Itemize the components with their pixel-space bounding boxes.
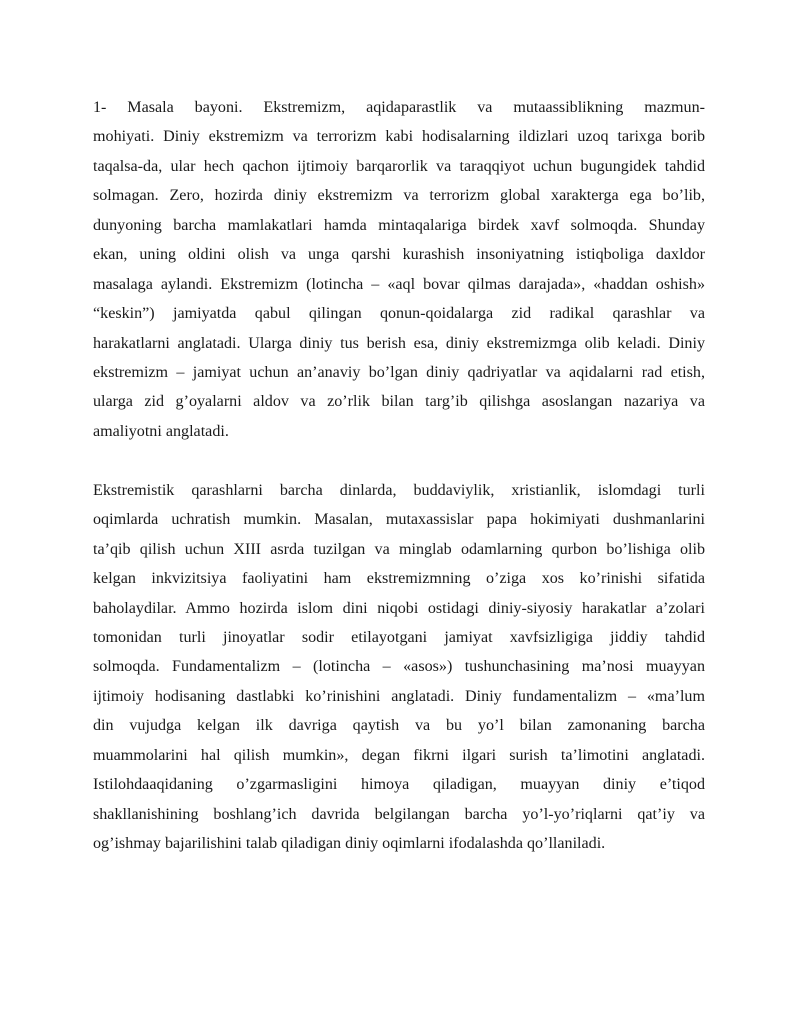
text-line: kelgan inkvizitsiya faoliyatini ham ekstremizmning o’ziga xos ko’rinishi sifatida [93, 570, 705, 588]
text-line: masalaga aylandi. Ekstremizm (lotincha – «aql bovar qilmas darajada», «haddan oshish» [93, 275, 705, 293]
text-line: ekstremizm – jamiyat uchun an’anaviy bo’lgan diniy qadriyatlar va aqidalarni rad etish, [93, 363, 705, 381]
text-line: solmoqda. Fundamentalizm – (lotincha – «asos») tushunchasining ma’nosi muayyan [93, 658, 705, 676]
text-line: “keskin”) jamiyatda qabul qilingan qonun-qoidalarga zid radikal qarashlar va [93, 305, 705, 323]
text-line: amaliyotni anglatadi. [93, 422, 229, 440]
text-line: og’ishmay bajarilishini talab qiladigan diniy oqimlarni ifodalashda qo’llaniladi. [93, 835, 606, 852]
text-line: ijtimoiy hodisaning dastlabki ko’rinishini anglatadi. Diniy fundamentalizm – «ma’lum [93, 687, 705, 705]
text-line: taqalsa-da, ular hech qachon ijtimoiy barqarorlik va taraqqiyot uchun bugungidek tahdid [93, 157, 705, 175]
paragraph-1 [93, 93, 705, 446]
text-line: solmagan. Zero, hozirda diniy ekstremizm va terrorizm global xarakterga ega bo’lib, [93, 187, 705, 205]
text-line: baholaydilar. Ammo hozirda islom dini niqobi ostidagi diniy-siyosiy harakatlar a’zolari [93, 599, 705, 617]
text-line: 1- Masala bayoni. Ekstremizm, aqidaparastlik va mutaassiblikning mazmun- [93, 99, 705, 116]
text-line: din vujudga kelgan ilk davriga qaytish va bu yo’l bilan zamonaning barcha [93, 717, 705, 735]
text-line: Istilohdaaqidaning o’zgarmasligini himoya qiladigan, muayyan diniy e’tiqod [93, 776, 705, 794]
text-line: mohiyati. Diniy ekstremizm va terrorizm kabi hodisalarning ildizlari uzoq tarixga borib [93, 128, 705, 146]
text-line: ekan, uning oldini olish va unga qarshi kurashish insoniyatning istiqboliga daxldor [93, 246, 705, 264]
text-line: muammolarini hal qilish mumkin», degan fikrni ilgari surish ta’limotini anglatadi. [93, 746, 705, 764]
text-line: ularga zid g’oyalarni aldov va zo’rlik bilan targ’ib qilishga asoslangan nazariya va [93, 393, 705, 411]
text-line: dunyoning barcha mamlakatlari hamda mintaqalariga birdek xavf solmoqda. Shunday [93, 216, 705, 234]
text-line: harakatlarni anglatadi. Ularga diniy tus berish esa, diniy ekstremizmga olib keladi. Diniy [93, 334, 705, 352]
text-line: oqimlarda uchratish mumkin. Masalan, mutaxassislar papa hokimiyati dushmanlarini [93, 511, 705, 529]
text-line: ta’qib qilish uchun XIII asrda tuzilgan va minglab odamlarning qurbon bo’lishiga olib [93, 540, 705, 558]
text-line: shakllanishining boshlang’ich davrida belgilangan barcha yo’l-yo’riqlarni qat’iy va [93, 805, 705, 823]
text-line: tomonidan turli jinoyatlar sodir etilayotgani jamiyat xavfsizligiga jiddiy tahdid [93, 628, 705, 646]
paragraph-2 [93, 476, 705, 859]
document-page [93, 93, 705, 858]
text-line: Ekstremistik qarashlarni barcha dinlarda, buddaviylik, xristianlik, islomdagi turli [93, 481, 705, 499]
